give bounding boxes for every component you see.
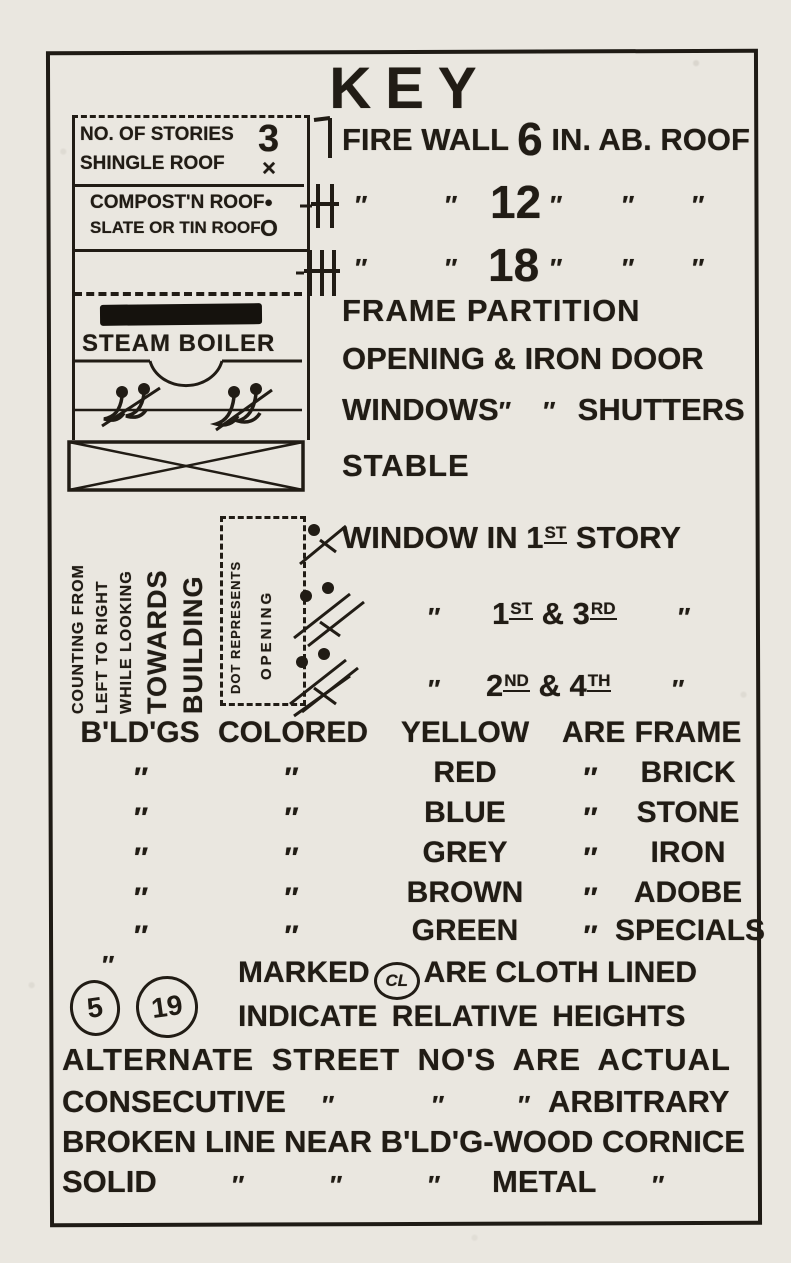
colors-row-ditto: ″ [133, 920, 147, 953]
colors-row-ditto: ″ [583, 920, 596, 953]
window-2nd-4th-symbol [288, 648, 368, 720]
steam-boiler-symbol [100, 303, 262, 326]
firewall-row2-ditto4: ″ [622, 190, 633, 220]
frame-partition-label: FRAME PARTITION [342, 293, 641, 328]
firewall-row2-ditto3: ″ [550, 190, 561, 220]
row3-sup1: ND [503, 672, 530, 692]
window-story-num: 1 [526, 520, 544, 555]
firewall-row1 [342, 113, 750, 165]
colors-row-ditto: ″ [583, 842, 596, 875]
colors-row-color: RED [433, 756, 497, 789]
colors-row-color: BROWN [406, 876, 524, 909]
firewall-row1-size: 6 [517, 113, 543, 165]
colors-row-ditto: ″ [133, 842, 147, 875]
opening-iron-door-label: OPENING & IRON DOOR [342, 341, 704, 376]
colors-row-material: SPECIALS [615, 914, 766, 947]
window-row3-ditto1: ″ [428, 674, 439, 704]
street-ditto1: ″ [322, 1090, 333, 1120]
street-numbers-line1: ALTERNATE STREET NO'S ARE ACTUAL [62, 1042, 731, 1077]
colors-row-material: ADOBE [633, 876, 743, 909]
cornice-line1: BROKEN LINE NEAR B'LD'G-WOOD CORNICE [62, 1124, 745, 1159]
colors-row-ditto: ″ [133, 762, 147, 795]
colors-header-bldgs: B'LD'GS [80, 716, 200, 749]
cloth-ditto: ″ [102, 950, 113, 980]
cornice-ditto4: ″ [652, 1170, 663, 1200]
stories-label: NO. OF STORIES [80, 124, 234, 145]
street-ditto2: ″ [432, 1090, 443, 1120]
window-row2-ditto1: ″ [428, 602, 439, 632]
colors-header-material: FRAME [634, 716, 742, 749]
counting-note-col5: BUILDING [178, 575, 208, 714]
colors-row-ditto: ″ [133, 802, 147, 835]
row2-sup2: RD [590, 600, 617, 620]
firewall-row3-size: 18 [488, 239, 540, 291]
cornice-ditto3: ″ [428, 1170, 439, 1200]
arbitrary-word: ARBITRARY [548, 1084, 730, 1119]
counting-note-col3: WHILE LOOKING [118, 570, 135, 714]
colors-row-ditto: ″ [583, 762, 596, 795]
colors-row-color: GREEN [411, 914, 519, 947]
row2-sup1: ST [509, 600, 533, 620]
windows-shutters-symbol [74, 382, 302, 440]
shutters-word: SHUTTERS [577, 392, 745, 427]
colors-row-color: BLUE [424, 796, 506, 829]
consecutive-word: CONSECUTIVE [62, 1084, 286, 1119]
firewall-row2-ditto2: ″ [445, 190, 456, 220]
colors-header-are: ARE [562, 716, 626, 749]
colors-row-material: STONE [636, 796, 740, 829]
counting-note-col1: COUNTING FROM [70, 564, 87, 714]
page-title: KEY [329, 56, 491, 121]
windows-word: WINDOWS [342, 392, 499, 427]
colors-row-color: GREY [422, 836, 508, 869]
window-story-row2 [492, 596, 617, 632]
solid-word: SOLID [62, 1164, 157, 1199]
row2-num1: 1 [492, 596, 510, 631]
firewall-row3-ditto5: ″ [692, 253, 703, 283]
window-story-row3 [486, 668, 611, 704]
steam-boiler-label: STEAM BOILER [82, 330, 276, 357]
cloth-lined-line [238, 956, 697, 1000]
height-circle-5: 5 [66, 977, 123, 1039]
are-cloth-lined: ARE CLOTH LINED [423, 956, 697, 989]
colors-row-ditto: ″ [133, 882, 147, 915]
window-1st-3rd-symbol [292, 580, 366, 648]
stories-count: 3 [258, 118, 280, 160]
firewall-row1-pre: FIRE WALL [342, 122, 509, 157]
dot-note-line1: DOT REPRESENTS [228, 560, 243, 694]
counting-note-col2: LEFT TO RIGHT [94, 580, 111, 714]
firewall-row3-ditto2: ″ [445, 253, 456, 283]
colors-row-ditto: ″ [284, 802, 297, 835]
firewall-row3-ditto3: ″ [550, 253, 561, 283]
stories-box-divider [72, 184, 304, 187]
windows-shutters-label [342, 392, 745, 428]
height-circle-19: 19 [132, 972, 202, 1042]
colors-row-ditto: ″ [583, 802, 596, 835]
window-story-post: STORY [575, 520, 681, 555]
colors-header-color: YELLOW [400, 716, 530, 749]
firewall-row3-ditto4: ″ [622, 253, 633, 283]
colors-row-material: IRON [650, 836, 726, 869]
colors-row-ditto: ″ [284, 762, 297, 795]
colors-row-ditto: ″ [284, 882, 297, 915]
frame-partition-symbol [74, 292, 302, 296]
firewall-12in-symbol [300, 178, 344, 234]
windows-ditto2: ″ [543, 396, 554, 426]
slate-tin-roof-circle-icon: O [260, 215, 278, 241]
composition-roof-label: COMPOST'N ROOF [90, 192, 265, 213]
composition-roof-dot-icon: ● [264, 194, 274, 211]
marked-word: MARKED [238, 956, 370, 989]
firewall-row1-post: IN. AB. ROOF [551, 122, 750, 157]
colors-row-ditto: ″ [284, 842, 297, 875]
windows-ditto1: ″ [498, 396, 510, 426]
cl-circle: CL [374, 962, 420, 1000]
relative-heights-line: INDICATE RELATIVE HEIGHTS [238, 1000, 686, 1033]
colors-header-colored: COLORED [218, 716, 368, 749]
row2-amp: & [541, 596, 565, 631]
firewall-6in-symbol [310, 110, 340, 162]
cornice-ditto2: ″ [330, 1170, 341, 1200]
firewall-row2-ditto5: ″ [692, 190, 703, 220]
metal-word: METAL [492, 1164, 597, 1199]
shingle-roof-x-icon: × [262, 155, 277, 182]
row3-amp: & [538, 668, 561, 703]
shingle-roof-label: SHINGLE ROOF [80, 153, 225, 174]
window-story-sup: ST [544, 524, 568, 544]
row3-sup2: TH [587, 672, 612, 692]
row3-num1: 2 [486, 668, 504, 703]
street-ditto3: ″ [518, 1090, 529, 1120]
row3-num2: 4 [569, 668, 587, 703]
slate-tin-roof-label: SLATE OR TIN ROOF [90, 218, 261, 237]
stable-symbol [67, 440, 305, 492]
counting-note-col4: TOWARDS [142, 569, 172, 714]
window-story-pre: WINDOW IN [342, 520, 518, 555]
row2-num2: 3 [572, 596, 590, 631]
cornice-ditto1: ″ [232, 1170, 243, 1200]
colors-row-ditto: ″ [284, 920, 297, 953]
firewall-row2-size: 12 [490, 176, 542, 228]
window-story-row1 [342, 520, 681, 556]
firewall-row3-ditto1: ″ [355, 253, 366, 283]
stable-label: STABLE [342, 448, 470, 483]
colors-row-ditto: ″ [583, 882, 596, 915]
window-row2-ditto2: ″ [678, 602, 689, 632]
dot-note-line2: OPENING [258, 589, 275, 680]
colors-row-material: BRICK [640, 756, 736, 789]
window-row3-ditto2: ″ [672, 674, 683, 704]
firewall-18in-symbol [296, 242, 346, 302]
firewall-row2-ditto1: ″ [355, 190, 366, 220]
